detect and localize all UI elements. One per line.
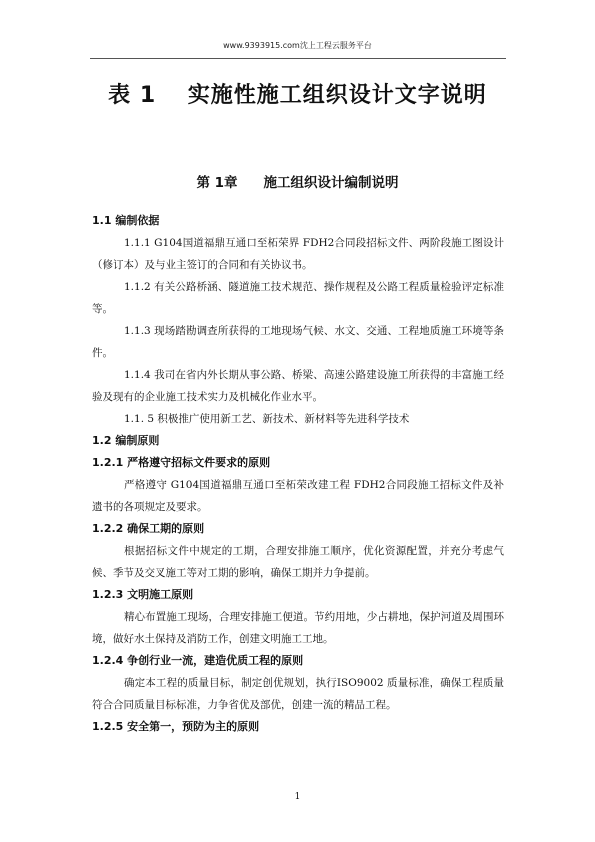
subsection-heading: 1.2.5 安全第一，预防为主的原则 [92,720,260,733]
body-paragraph: 1.1. 5 积极推广使用新工艺、新技术、新材料等先进科学技术 [124,413,410,425]
subsection-heading: 1.2.1 严格遵守招标文件要求的原则 [92,456,271,469]
body-paragraph: 精心布置施工现场，合理安排施工便道。节约用地，少占耕地，保护河道及周围环境，做好水土保持及消防工作，创建文明施工工地。 [92,611,504,645]
body-paragraph: 确定本工程的质量目标，制定创优规划，执行ISO9002 质量标准，确保工程质量符合合同质量目标标准，力争省优及部优，创建一流的精品工程。 [92,677,504,711]
body-paragraph: 1.1.3 现场踏勘调查所获得的工地现场气候、水文、交通、工程地质施工环境等条件。 [92,325,504,359]
chapter-heading [0,171,595,191]
body-paragraph: 严格遵守 G104国道福鼎互通口至柘荣改建工程 FDH2合同段施工招标文件及补遗书的各项规定及要求。 [92,479,504,513]
body-paragraph: 1.1.2 有关公路桥涵、隧道施工技术规范、操作规程及公路工程质量检验评定标准等。 [92,281,504,315]
page-number: 1 [294,792,301,802]
subsection-heading: 1.2.3 文明施工原则 [92,588,194,601]
section-heading: 1.2 编制原则 [92,434,160,447]
subsection-heading: 1.2.2 确保工期的原则 [92,522,205,535]
subsection-heading: 1.2.4 争创行业一流，建造优质工程的原则 [92,654,304,667]
body-paragraph: 根据招标文件中规定的工期，合理安排施工顺序，优化资源配置，并充分考虑气候、季节及交叉施工等对工期的影响，确保工期并力争提前。 [92,545,504,579]
document-title: 表 1 实施性施工组织设计文字说明 [108,83,487,108]
chapter-title: 施工组织设计编制说明 [263,175,399,191]
document-body [92,210,504,738]
chapter-number: 第 1章 [196,175,238,191]
header-divider [90,58,506,59]
body-paragraph: 1.1.1 G104国道福鼎互通口至柘荣界 FDH2合同段招标文件、两阶段施工图设计（修订本）及与业主签订的合同和有关协议书。 [92,237,504,271]
section-heading: 1.1 编制依据 [92,214,160,227]
page-header: www.9393915.com沈上工程云服务平台 [223,41,372,50]
body-paragraph: 1.1.4 我司在省内外长期从事公路、桥梁、高速公路建设施工所获得的丰富施工经验及现有的企业施工技术实力及机械化作业水平。 [92,369,504,403]
